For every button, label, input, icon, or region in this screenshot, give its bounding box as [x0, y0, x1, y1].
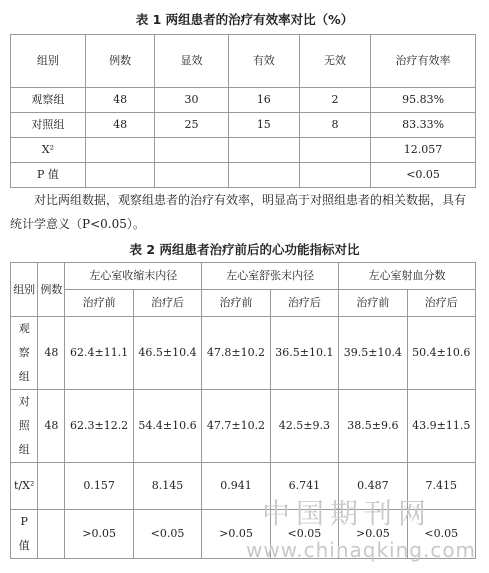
table-cell: 2: [300, 88, 371, 113]
table-cell: <0.05: [407, 510, 475, 559]
table-cell: [38, 510, 65, 559]
table1-header-effective: 有效: [228, 35, 299, 88]
table-cell: >0.05: [65, 510, 133, 559]
table-cell: <0.05: [133, 510, 201, 559]
table-cell: >0.05: [202, 510, 270, 559]
table-cell: 50.4±10.6: [407, 317, 475, 390]
table-cell: 观察组: [11, 88, 86, 113]
table-cell: 15: [228, 113, 299, 138]
table-cell: [155, 163, 228, 188]
table-cell: 47.7±10.2: [202, 390, 270, 463]
table2-subheader: 治疗后: [133, 290, 201, 317]
table-cell: >0.05: [339, 510, 407, 559]
table2-header-group: 组别: [11, 263, 38, 317]
table-cell: 对照组: [11, 113, 86, 138]
table-cell: 6.741: [270, 463, 338, 510]
table2-header-row: [11, 263, 476, 290]
table2-subheader-row: [11, 290, 476, 317]
watermark-url: www.chinaqking.com: [246, 538, 477, 562]
table2-subheader: 治疗前: [65, 290, 133, 317]
table2-subheader: 治疗前: [202, 290, 270, 317]
table-cell: 30: [155, 88, 228, 113]
table1-header-count: 例数: [85, 35, 155, 88]
table2-header-count: 例数: [38, 263, 65, 317]
table2-header-lvedd: 左心室舒张末内径: [202, 263, 339, 290]
table-cell: [300, 138, 371, 163]
table-cell: 62.4±11.1: [65, 317, 133, 390]
table-cell: 54.4±10.6: [133, 390, 201, 463]
table-cell: 对照组: [11, 390, 38, 463]
table1-header-rate: 治疗有效率: [371, 35, 476, 88]
watermark-title: 中国期刊网: [262, 497, 433, 530]
table-cell: 8.145: [133, 463, 201, 510]
table1-caption: 表 1 两组患者的治疗有效率对比（%）: [135, 12, 354, 27]
table-cell: 43.9±11.5: [407, 390, 475, 463]
table2-header-lvef: 左心室射血分数: [339, 263, 476, 290]
table-row: [11, 113, 476, 138]
table-cell: 38.5±9.6: [339, 390, 407, 463]
table-cell: 0.157: [65, 463, 133, 510]
table2-subheader: 治疗后: [270, 290, 338, 317]
table-cell: 46.5±10.4: [133, 317, 201, 390]
table-cell: P 值: [11, 163, 86, 188]
table-cell: [228, 138, 299, 163]
table1-header-row: [11, 35, 476, 88]
conclusion-paragraph: 对比两组数据，观察组患者的治疗有效率，明显高于对照组患者的相关数据，具有统计学意义（P<0.05）。: [10, 193, 467, 231]
table-row: [11, 317, 476, 390]
table-cell: 47.8±10.2: [202, 317, 270, 390]
table-cell: P 值: [11, 510, 38, 559]
table-cell: [38, 463, 65, 510]
table1-header-group: 组别: [11, 35, 86, 88]
table2-subheader: 治疗前: [339, 290, 407, 317]
table-cell: [155, 138, 228, 163]
table-cell: 25: [155, 113, 228, 138]
table-cell: 8: [300, 113, 371, 138]
table-cell: 62.3±12.2: [65, 390, 133, 463]
table-cell: [85, 163, 155, 188]
table-cell: 0.941: [202, 463, 270, 510]
table-cell: 39.5±10.4: [339, 317, 407, 390]
table-cell: 42.5±9.3: [270, 390, 338, 463]
table-cell: t/X²: [11, 463, 38, 510]
table-cell: 83.33%: [371, 113, 476, 138]
table-cell: 0.487: [339, 463, 407, 510]
table-cell: [228, 163, 299, 188]
table2-caption: 表 2 两组患者治疗前后的心功能指标对比: [129, 242, 360, 257]
table-cell: 48: [85, 88, 155, 113]
table-cell: 48: [38, 390, 65, 463]
table-cell: [85, 138, 155, 163]
table1-header-marked: 显效: [155, 35, 228, 88]
table-cell: <0.05: [371, 163, 476, 188]
table-cell: <0.05: [270, 510, 338, 559]
table-cell: 36.5±10.1: [270, 317, 338, 390]
table-cell: 48: [85, 113, 155, 138]
table-cell: 95.83%: [371, 88, 476, 113]
table-cell: [300, 163, 371, 188]
table-row: [11, 138, 476, 163]
table-cell: 48: [38, 317, 65, 390]
table-cell: 7.415: [407, 463, 475, 510]
table1-header-ineffective: 无效: [300, 35, 371, 88]
table-row: [11, 88, 476, 113]
table-cell: X²: [11, 138, 86, 163]
table2-header-lvesd: 左心室收缩末内径: [65, 263, 202, 290]
table-row: [11, 390, 476, 463]
table-cell: 16: [228, 88, 299, 113]
table-cell: 观察组: [11, 317, 38, 390]
table2-subheader: 治疗后: [407, 290, 475, 317]
table-row: [11, 163, 476, 188]
table-cell: 12.057: [371, 138, 476, 163]
table1: [10, 34, 476, 188]
